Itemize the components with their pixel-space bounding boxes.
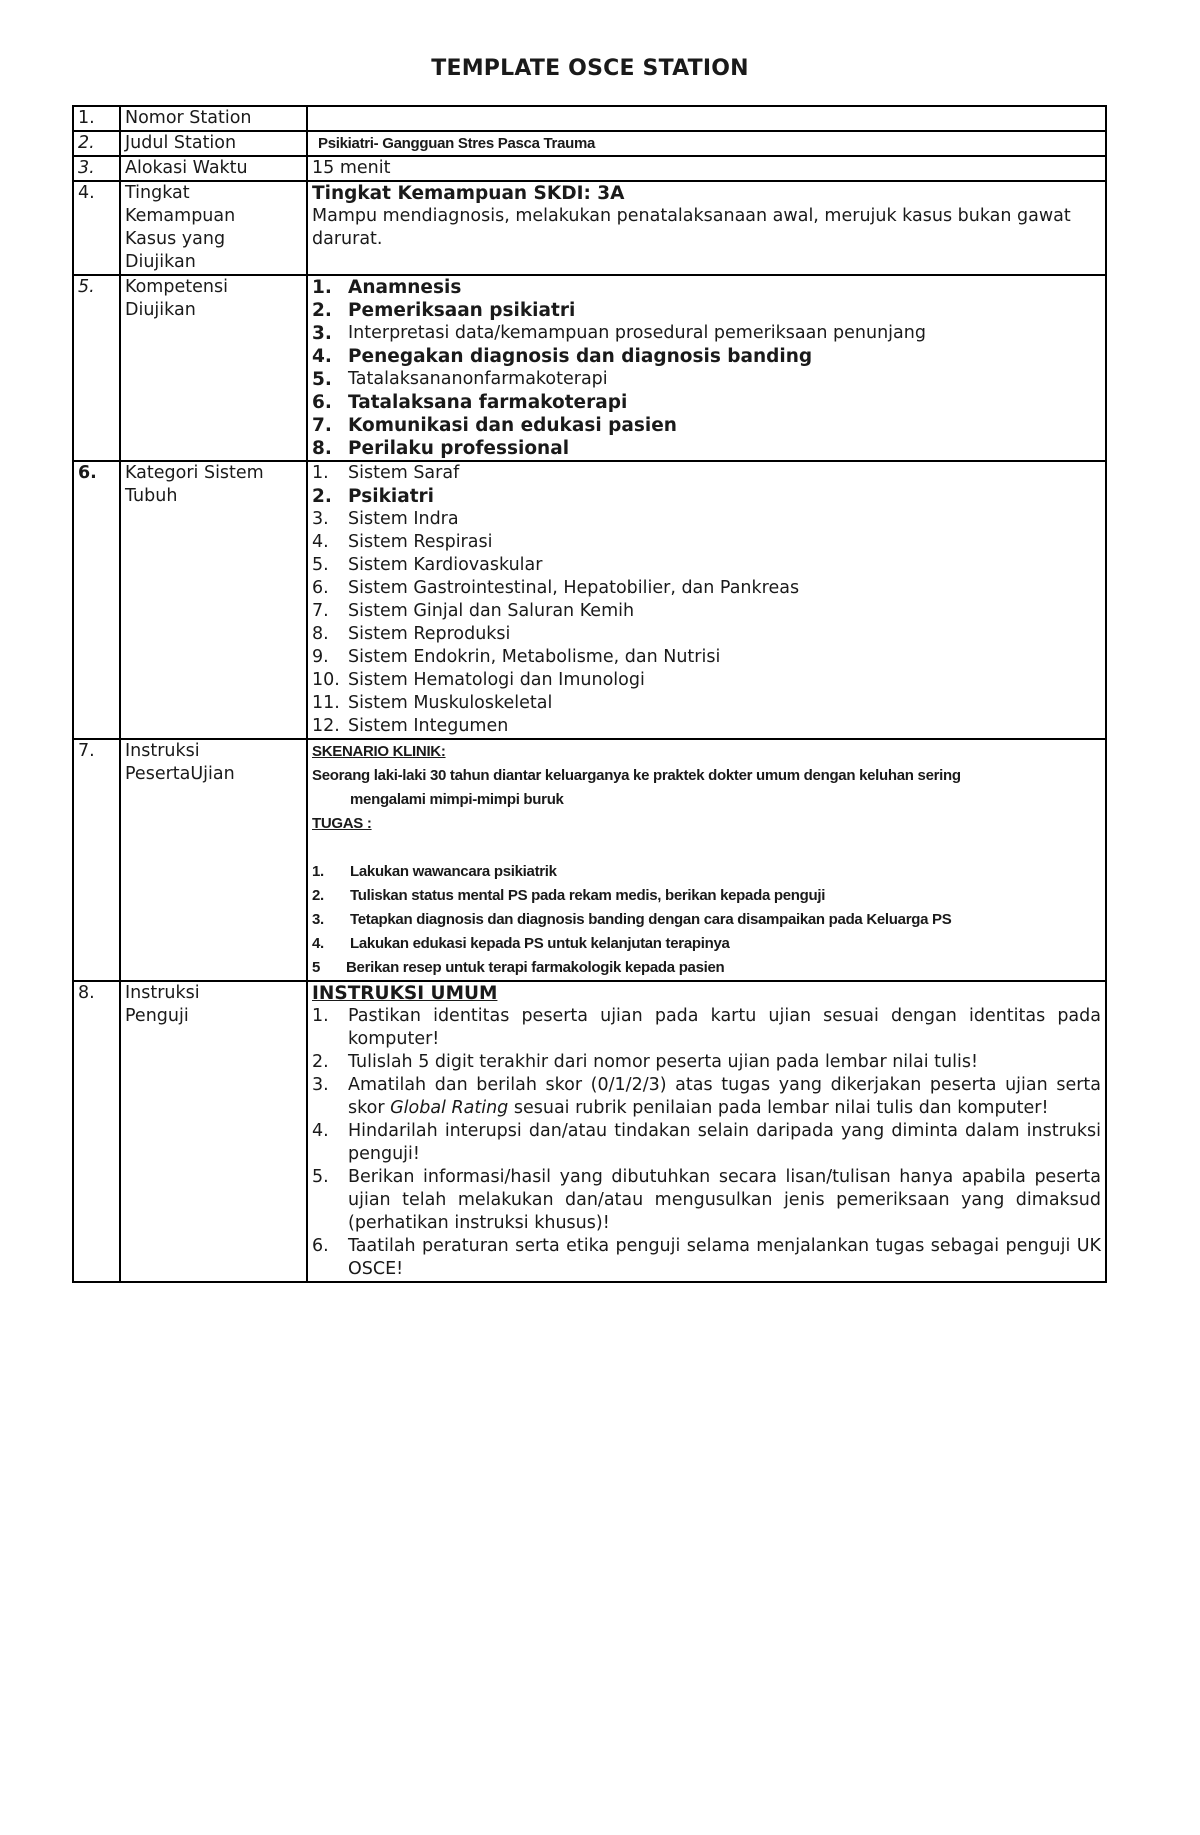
list-item: 3. Amatilah dan berilah skor (0/1/2/3) atas tugas yang dikerjakan peserta ujian serta skor Global Rating sesuai rubrik penilaian pada lembar nilai tulis dan komputer!	[312, 1075, 1101, 1118]
list-item: 7. Komunikasi dan edukasi pasien	[312, 415, 677, 436]
table-row	[73, 739, 1106, 981]
table-row	[73, 131, 1106, 156]
list-item: 10. Sistem Hematologi dan Imunologi	[312, 670, 645, 690]
list-item: 5. Tatalaksananonfarmakoterapi	[312, 369, 608, 390]
global-rating-term: Global Rating	[390, 1098, 509, 1118]
label-line: Instruksi	[125, 983, 200, 1003]
skdi-level-description: Mampu mendiagnosis, melakukan penatalaksanaan awal, merujuk kasus bukan gawat darurat.	[312, 206, 1071, 249]
row-label	[120, 275, 307, 461]
task-list	[312, 860, 1101, 980]
table-row	[73, 156, 1106, 181]
task-heading: TUGAS :	[312, 815, 372, 832]
label-line: Kategori Sistem	[125, 463, 264, 483]
list-item: 1. Anamnesis	[312, 277, 462, 298]
row-number: 5.	[73, 275, 120, 461]
list-item: 8. Perilaku professional	[312, 438, 570, 459]
competency-list	[312, 276, 1101, 460]
list-item: 4. Penegakan diagnosis dan diagnosis banding	[312, 346, 813, 367]
label-line: Penguji	[125, 1006, 189, 1026]
list-item: 4. Sistem Respirasi	[312, 532, 493, 552]
document-title: TEMPLATE OSCE STATION	[431, 56, 749, 81]
list-item: 6. Taatilah peraturan serta etika penguji selama menjalankan tugas sebagai penguji UK OSCE!	[312, 1236, 1101, 1279]
list-item: 2. Pemeriksaan psikiatri	[312, 300, 576, 321]
list-item-selected: 2. Psikiatri	[312, 486, 435, 507]
list-item: 2. Tuliskan status mental PS pada rekam medis, berikan kepada penguji	[312, 887, 826, 904]
row-number: 8.	[73, 981, 120, 1282]
row-number: 7.	[73, 739, 120, 981]
row-number: 6.	[73, 461, 120, 739]
label-line: Tubuh	[125, 486, 178, 506]
scenario-heading: SKENARIO KLINIK:	[312, 743, 446, 760]
table-row	[73, 106, 1106, 131]
list-item: 3. Interpretasi data/kemampuan prosedural pemeriksaan penunjang	[312, 323, 926, 344]
row-label	[120, 981, 307, 1282]
list-item: 3. Sistem Indra	[312, 509, 459, 529]
body-system-list	[312, 462, 1101, 738]
station-number-value	[307, 106, 1106, 131]
table-row	[73, 181, 1106, 275]
label-line: Diujikan	[125, 252, 196, 272]
list-item: 11. Sistem Muskuloskeletal	[312, 693, 553, 713]
list-item: 2. Tulislah 5 digit terakhir dari nomor peserta ujian pada lembar nilai tulis!	[312, 1052, 978, 1072]
list-item: 7. Sistem Ginjal dan Saluran Kemih	[312, 601, 635, 621]
list-item: 1. Lakukan wawancara psikiatrik	[312, 863, 557, 880]
label-line: PesertaUjian	[125, 764, 235, 784]
label-line: Kompetensi	[125, 277, 228, 297]
osce-station-table	[72, 105, 1107, 1283]
row-label: Alokasi Waktu	[120, 156, 307, 181]
list-item: 4. Hindarilah interupsi dan/atau tindakan selain daripada yang diminta dalam instruksi penguji!	[312, 1121, 1101, 1164]
label-line: Instruksi	[125, 741, 200, 761]
time-allocation-value: 15 menit	[307, 156, 1106, 181]
list-item: 6. Sistem Gastrointestinal, Hepatobilier, dan Pankreas	[312, 578, 800, 598]
table-row	[73, 461, 1106, 739]
list-item: 1. Sistem Saraf	[312, 463, 460, 483]
list-item: 5 Berikan resep untuk terapi farmakologik kepada pasien	[312, 959, 725, 976]
table-row	[73, 981, 1106, 1282]
list-item: 4. Lakukan edukasi kepada PS untuk kelanjutan terapinya	[312, 935, 730, 952]
list-item: 9. Sistem Endokrin, Metabolisme, dan Nutrisi	[312, 647, 721, 667]
list-item: 6. Tatalaksana farmakoterapi	[312, 392, 628, 413]
label-line: Kemampuan	[125, 206, 236, 226]
row-number: 3.	[73, 156, 120, 181]
row-label	[120, 739, 307, 981]
skdi-level-heading: Tingkat Kemampuan SKDI: 3A	[312, 183, 625, 204]
row-number: 2.	[73, 131, 120, 156]
row-label	[120, 461, 307, 739]
list-item: 1. Pastikan identitas peserta ujian pada kartu ujian sesuai dengan identitas pada komputer!	[312, 1006, 1101, 1049]
label-line: Diujikan	[125, 300, 196, 320]
row-label	[120, 181, 307, 275]
station-title-value: Psikiatri- Gangguan Stres Pasca Trauma	[318, 135, 596, 152]
row-label: Judul Station	[120, 131, 307, 156]
general-instruction-heading: INSTRUKSI UMUM	[312, 983, 498, 1004]
list-item: 5. Sistem Kardiovaskular	[312, 555, 543, 575]
list-item: 12. Sistem Integumen	[312, 716, 509, 736]
scenario-text-continued: mengalami mimpi-mimpi buruk	[350, 791, 564, 808]
row-number: 4.	[73, 181, 120, 275]
list-item: 8. Sistem Reproduksi	[312, 624, 511, 644]
scenario-text: Seorang laki-laki 30 tahun diantar keluarganya ke praktek dokter umum dengan keluhan sering	[312, 767, 961, 784]
label-line: Tingkat	[125, 183, 190, 203]
examiner-instruction-list	[312, 1005, 1101, 1281]
list-item: 3. Tetapkan diagnosis dan diagnosis banding dengan cara disampaikan pada Keluarga PS	[312, 911, 952, 928]
table-row	[73, 275, 1106, 461]
label-line: Kasus yang	[125, 229, 226, 249]
row-number: 1.	[73, 106, 120, 131]
list-item: 5. Berikan informasi/hasil yang dibutuhkan secara lisan/tulisan hanya apabila peserta ujian telah melakukan dan/atau mengusulkan jenis pemeriksaan yang dimaksud (perhatikan instruksi khusus)!	[312, 1167, 1101, 1233]
row-label: Nomor Station	[120, 106, 307, 131]
